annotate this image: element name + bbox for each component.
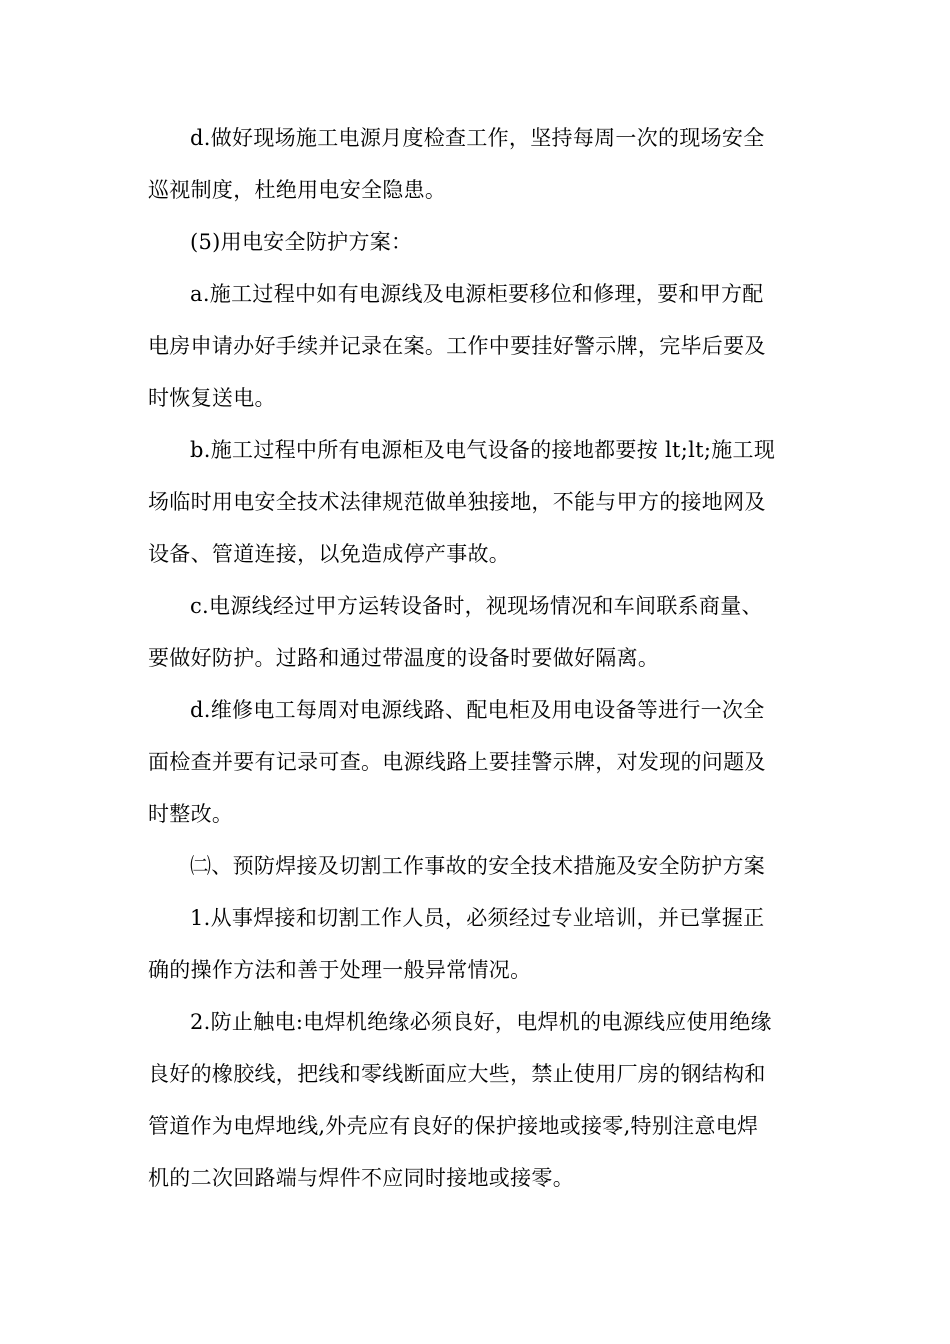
text-line: 设备、管道连接，以免造成停产事故。	[148, 542, 511, 566]
section-heading: (5)用电安全防护方案：	[190, 230, 413, 254]
text-line: 时恢复送电。	[148, 386, 276, 410]
text-line: 电房申请办好手续并记录在案。工作中要挂好警示牌，完毕后要及	[148, 334, 766, 358]
text-line: d.做好现场施工电源月度检查工作，坚持每周一次的现场安全	[190, 126, 765, 150]
text-line: d.维修电工每周对电源线路、配电柜及用电设备等进行一次全	[190, 698, 765, 722]
text-line: 要做好防护。过路和通过带温度的设备时要做好隔离。	[148, 646, 660, 670]
text-line: a.施工过程中如有电源线及电源柜要移位和修理，要和甲方配	[190, 282, 764, 306]
text-line: 管道作为电焊地线,外壳应有良好的保护接地或接零,特别注意电焊	[148, 1114, 759, 1138]
text-line: 2.防止触电:电焊机绝缘必须良好，电焊机的电源线应使用绝缘	[190, 1010, 772, 1034]
text-line: 1.从事焊接和切割工作人员，必须经过专业培训，并已掌握正	[190, 906, 765, 930]
text-line: 场临时用电安全技术法律规范做单独接地，不能与甲方的接地网及	[148, 490, 766, 514]
text-line: 面检查并要有记录可查。电源线路上要挂警示牌，对发现的问题及	[148, 750, 766, 774]
section-heading: ㈡、预防焊接及切割工作事故的安全技术措施及安全防护方案	[190, 854, 766, 878]
text-line: c.电源线经过甲方运转设备时，视现场情况和车间联系商量、	[190, 594, 763, 618]
text-line: b.施工过程中所有电源柜及电气设备的接地都要按 lt;lt;施工现	[190, 438, 776, 462]
text-line: 确的操作方法和善于处理一般异常情况。	[148, 958, 532, 982]
text-line: 时整改。	[148, 802, 234, 826]
text-line: 良好的橡胶线，把线和零线断面应大些，禁止使用厂房的钢结构和	[148, 1062, 766, 1086]
text-line: 机的二次回路端与焊件不应同时接地或接零。	[148, 1166, 574, 1190]
text-line: 巡视制度，杜绝用电安全隐患。	[148, 178, 447, 202]
